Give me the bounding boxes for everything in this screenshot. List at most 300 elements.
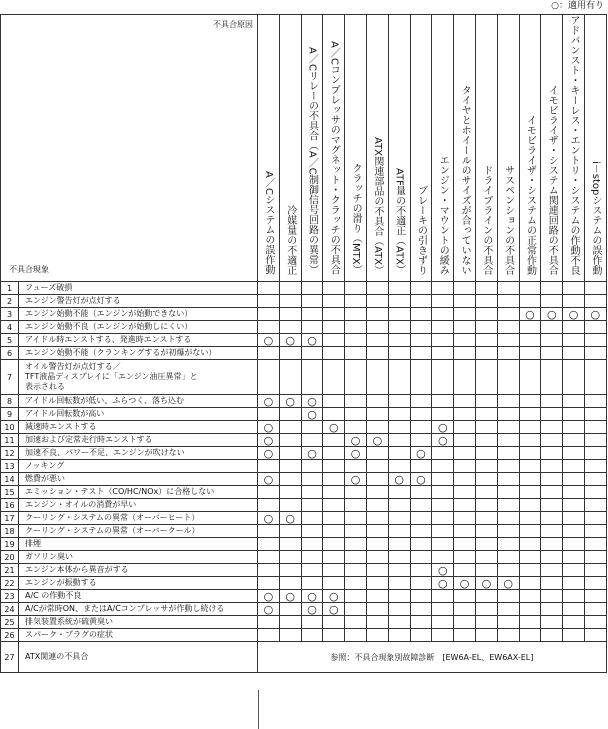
table-row <box>1 590 607 603</box>
mark-cell <box>432 408 454 421</box>
mark-cell <box>258 347 280 360</box>
mark-cell <box>258 629 280 642</box>
mark-cell <box>475 321 497 334</box>
row-number: 11 <box>1 434 19 447</box>
symptom-cell <box>19 590 258 603</box>
row-number: 25 <box>1 616 19 629</box>
row-number: 5 <box>1 334 19 347</box>
mark-cell <box>475 590 497 603</box>
row-number: 4 <box>1 321 19 334</box>
mark-cell <box>541 499 563 512</box>
table-row <box>1 616 607 629</box>
mark-cell <box>301 564 323 577</box>
mark-cell <box>279 460 301 473</box>
mark-cell <box>475 512 497 525</box>
mark-cell <box>519 551 541 564</box>
mark-cell <box>323 308 345 321</box>
mark-cell <box>584 486 606 499</box>
mark-cell <box>497 360 519 395</box>
mark-cell <box>323 577 345 590</box>
mark-cell <box>388 538 410 551</box>
mark-cell <box>497 512 519 525</box>
mark-cell <box>388 551 410 564</box>
mark-cell <box>345 564 367 577</box>
mark-cell <box>258 295 280 308</box>
mark-cell <box>366 408 388 421</box>
symptom-cell <box>19 616 258 629</box>
mark-cell <box>432 590 454 603</box>
mark-cell <box>301 360 323 395</box>
mark-cell <box>388 564 410 577</box>
mark-cell <box>432 512 454 525</box>
mark-cell <box>497 295 519 308</box>
symptom-text: 減速時エンストする <box>25 422 97 431</box>
mark-cell <box>323 408 345 421</box>
table-row <box>1 395 607 408</box>
cause-header <box>584 15 606 282</box>
mark-cell <box>301 295 323 308</box>
mark-cell <box>410 616 432 629</box>
mark-cell <box>584 603 606 616</box>
mark-cell <box>541 347 563 360</box>
mark-cell <box>432 321 454 334</box>
mark-cell <box>541 603 563 616</box>
mark-cell <box>541 629 563 642</box>
row-number: 16 <box>1 499 19 512</box>
mark-cell: ○ <box>584 308 606 321</box>
header-row <box>1 15 607 282</box>
mark-cell <box>366 334 388 347</box>
cause-header <box>432 15 454 282</box>
table-row <box>1 321 607 334</box>
mark-cell <box>345 360 367 395</box>
mark-cell <box>454 473 476 486</box>
cause-header <box>258 15 280 282</box>
cause-header-label: クラッチの滑り（MTX） <box>350 163 362 275</box>
mark-cell <box>519 447 541 460</box>
mark-cell <box>519 334 541 347</box>
mark-cell <box>475 308 497 321</box>
mark-cell: ○ <box>541 308 563 321</box>
legend: ○：適用有り <box>551 1 604 11</box>
symptom-cell <box>19 486 258 499</box>
mark-cell <box>563 577 585 590</box>
mark-cell <box>563 590 585 603</box>
mark-cell <box>475 473 497 486</box>
mark-cell <box>388 360 410 395</box>
mark-cell <box>432 295 454 308</box>
mark-cell <box>584 347 606 360</box>
mark-cell <box>279 447 301 460</box>
mark-cell <box>279 308 301 321</box>
table-corner <box>1 15 258 282</box>
mark-cell <box>584 525 606 538</box>
mark-cell: ○ <box>279 512 301 525</box>
mark-cell: ○ <box>323 590 345 603</box>
symptom-text: エンジン・オイルの消費が早い <box>25 500 137 509</box>
mark-cell <box>454 434 476 447</box>
mark-cell <box>432 460 454 473</box>
mark-cell: ○ <box>432 564 454 577</box>
mark-cell <box>388 434 410 447</box>
mark-cell <box>497 434 519 447</box>
mark-cell <box>410 538 432 551</box>
mark-cell <box>279 321 301 334</box>
mark-cell: ○ <box>258 603 280 616</box>
mark-cell: ○ <box>258 473 280 486</box>
mark-cell <box>454 395 476 408</box>
row-number: 10 <box>1 421 19 434</box>
mark-cell <box>454 499 476 512</box>
row-number: 23 <box>1 590 19 603</box>
mark-cell <box>279 295 301 308</box>
symptom-cell <box>19 512 258 525</box>
cause-header <box>345 15 367 282</box>
mark-cell <box>475 499 497 512</box>
table-row <box>1 642 607 673</box>
mark-cell <box>345 603 367 616</box>
cause-header <box>410 15 432 282</box>
table-row <box>1 473 607 486</box>
mark-cell <box>345 282 367 295</box>
mark-cell: ○ <box>301 447 323 460</box>
mark-cell <box>563 334 585 347</box>
row-number: 3 <box>1 308 19 321</box>
mark-cell <box>279 347 301 360</box>
mark-cell <box>410 421 432 434</box>
mark-cell <box>323 499 345 512</box>
cause-header-label: ドライブラインの不具合 <box>480 165 492 275</box>
mark-cell <box>497 408 519 421</box>
mark-cell <box>410 564 432 577</box>
symptom-cell <box>19 434 258 447</box>
diagnosis-table <box>0 14 607 673</box>
mark-cell <box>584 395 606 408</box>
cause-header-label: アドバンスト・キーレス・エントリ・システムの作動不良 <box>568 15 580 275</box>
mark-cell <box>432 447 454 460</box>
mark-cell <box>258 499 280 512</box>
mark-cell <box>497 629 519 642</box>
mark-cell <box>432 629 454 642</box>
mark-cell <box>366 603 388 616</box>
mark-cell <box>519 616 541 629</box>
mark-cell <box>563 629 585 642</box>
row-number: 13 <box>1 460 19 473</box>
mark-cell <box>301 525 323 538</box>
mark-cell: ○ <box>323 603 345 616</box>
table-row <box>1 538 607 551</box>
mark-cell <box>410 295 432 308</box>
mark-cell <box>345 629 367 642</box>
mark-cell <box>497 421 519 434</box>
mark-cell <box>584 473 606 486</box>
mark-cell <box>563 421 585 434</box>
symptom-cell <box>19 460 258 473</box>
mark-cell <box>454 486 476 499</box>
symptom-cell: ATX関連の不具合 <box>19 642 258 673</box>
row-number: 24 <box>1 603 19 616</box>
mark-cell <box>279 616 301 629</box>
mark-cell <box>366 308 388 321</box>
mark-cell <box>584 434 606 447</box>
mark-cell <box>541 525 563 538</box>
cause-header <box>519 15 541 282</box>
mark-cell <box>563 499 585 512</box>
mark-cell <box>323 616 345 629</box>
row-number: 15 <box>1 486 19 499</box>
mark-cell <box>475 525 497 538</box>
mark-cell: ○ <box>323 421 345 434</box>
divider-line <box>258 690 259 729</box>
mark-cell <box>519 460 541 473</box>
mark-cell <box>519 525 541 538</box>
mark-cell <box>301 473 323 486</box>
mark-cell: ○ <box>519 308 541 321</box>
mark-cell <box>366 629 388 642</box>
mark-cell <box>454 321 476 334</box>
mark-cell: ○ <box>497 577 519 590</box>
mark-cell: ○ <box>258 590 280 603</box>
mark-cell <box>541 486 563 499</box>
mark-cell <box>301 499 323 512</box>
mark-cell <box>366 525 388 538</box>
mark-cell <box>541 473 563 486</box>
mark-cell: ○ <box>258 512 280 525</box>
mark-cell <box>519 603 541 616</box>
mark-cell <box>279 499 301 512</box>
row-number: 12 <box>1 447 19 460</box>
symptom-cell <box>19 473 258 486</box>
mark-cell <box>475 564 497 577</box>
symptom-text: エンジン警告灯が点灯する <box>25 296 121 305</box>
mark-cell <box>258 308 280 321</box>
mark-cell <box>301 577 323 590</box>
mark-cell: ○ <box>258 334 280 347</box>
mark-cell <box>388 447 410 460</box>
mark-cell: ○ <box>258 421 280 434</box>
symptom-text: TFT液晶ディスプレイに「エンジン油圧異常」と <box>25 372 198 381</box>
symptom-cell <box>19 564 258 577</box>
table-row <box>1 434 607 447</box>
cause-header <box>323 15 345 282</box>
mark-cell <box>454 551 476 564</box>
mark-cell: ○ <box>279 590 301 603</box>
mark-cell <box>279 525 301 538</box>
mark-cell <box>584 616 606 629</box>
mark-cell <box>323 347 345 360</box>
table-row <box>1 282 607 295</box>
row-number: 21 <box>1 564 19 577</box>
mark-cell <box>454 334 476 347</box>
table-row <box>1 551 607 564</box>
mark-cell <box>345 577 367 590</box>
mark-cell <box>541 616 563 629</box>
mark-cell <box>584 551 606 564</box>
mark-cell <box>345 308 367 321</box>
cause-header-label: ATF量の不適正（ATX） <box>393 168 405 275</box>
mark-cell <box>388 295 410 308</box>
mark-cell <box>258 577 280 590</box>
mark-cell <box>541 460 563 473</box>
mark-cell <box>584 564 606 577</box>
mark-cell: ○ <box>563 308 585 321</box>
mark-cell <box>497 334 519 347</box>
table-row <box>1 347 607 360</box>
mark-cell: ○ <box>301 334 323 347</box>
mark-cell <box>388 629 410 642</box>
mark-cell <box>388 577 410 590</box>
mark-cell <box>563 473 585 486</box>
table-row <box>1 334 607 347</box>
row-number: 20 <box>1 551 19 564</box>
mark-cell <box>519 295 541 308</box>
mark-cell <box>388 616 410 629</box>
mark-cell <box>301 551 323 564</box>
cause-header-label: エンジン・マウントの緩み <box>437 155 449 275</box>
cause-header-label: サスペンションの不具合 <box>502 165 514 275</box>
mark-cell <box>475 551 497 564</box>
mark-cell <box>345 486 367 499</box>
symptom-text: エンジン始動不能（エンジンが始動できない） <box>25 309 193 318</box>
mark-cell <box>454 512 476 525</box>
mark-cell <box>345 512 367 525</box>
mark-cell <box>519 282 541 295</box>
mark-cell: ○ <box>388 473 410 486</box>
mark-cell <box>541 395 563 408</box>
mark-cell <box>454 603 476 616</box>
mark-cell <box>388 321 410 334</box>
mark-cell <box>432 486 454 499</box>
mark-cell <box>541 408 563 421</box>
cause-header-label: 冷媒量の不適正 <box>284 205 296 275</box>
row-number: 14 <box>1 473 19 486</box>
symptom-cell <box>19 577 258 590</box>
cause-header-label: イモビライザ・システム関連回路の不具合 <box>546 85 558 275</box>
mark-cell <box>323 295 345 308</box>
mark-cell: ○ <box>345 434 367 447</box>
mark-cell <box>323 512 345 525</box>
table-row <box>1 360 607 395</box>
mark-cell <box>432 334 454 347</box>
mark-cell <box>432 360 454 395</box>
mark-cell <box>366 538 388 551</box>
table-row <box>1 408 607 421</box>
mark-cell <box>432 616 454 629</box>
mark-cell <box>345 525 367 538</box>
mark-cell <box>388 347 410 360</box>
row-number: 18 <box>1 525 19 538</box>
mark-cell: ○ <box>258 434 280 447</box>
symptom-cell <box>19 408 258 421</box>
mark-cell <box>258 282 280 295</box>
cause-header <box>454 15 476 282</box>
mark-cell <box>301 460 323 473</box>
mark-cell: ○ <box>279 334 301 347</box>
mark-cell <box>301 434 323 447</box>
mark-cell <box>301 486 323 499</box>
mark-cell: ○ <box>258 447 280 460</box>
table-row <box>1 512 607 525</box>
mark-cell <box>410 308 432 321</box>
table-row <box>1 295 607 308</box>
mark-cell <box>454 282 476 295</box>
mark-cell <box>541 321 563 334</box>
table-row <box>1 629 607 642</box>
row-number: 7 <box>1 360 19 395</box>
mark-cell <box>584 408 606 421</box>
mark-cell: ○ <box>475 577 497 590</box>
mark-cell <box>475 434 497 447</box>
mark-cell <box>410 603 432 616</box>
mark-cell <box>279 538 301 551</box>
mark-cell <box>584 538 606 551</box>
table-row <box>1 564 607 577</box>
mark-cell <box>301 321 323 334</box>
mark-cell <box>475 616 497 629</box>
mark-cell <box>497 499 519 512</box>
cause-header <box>541 15 563 282</box>
mark-cell <box>563 447 585 460</box>
mark-cell <box>454 564 476 577</box>
mark-cell <box>258 564 280 577</box>
mark-cell <box>519 486 541 499</box>
mark-cell <box>475 334 497 347</box>
mark-cell <box>454 629 476 642</box>
mark-cell <box>410 577 432 590</box>
table-row <box>1 308 607 321</box>
mark-cell <box>541 434 563 447</box>
symptom-text: アイドル時エンストする、発進時エンストする <box>25 335 192 344</box>
mark-cell <box>279 551 301 564</box>
cause-header <box>301 15 323 282</box>
mark-cell <box>410 590 432 603</box>
mark-cell: ○ <box>432 421 454 434</box>
mark-cell <box>279 408 301 421</box>
mark-cell <box>258 460 280 473</box>
mark-cell <box>497 551 519 564</box>
mark-cell <box>279 421 301 434</box>
symptom-cell <box>19 499 258 512</box>
mark-cell: ○ <box>301 395 323 408</box>
mark-cell <box>584 321 606 334</box>
mark-cell <box>301 538 323 551</box>
row-number: 6 <box>1 347 19 360</box>
mark-cell <box>563 360 585 395</box>
mark-cell <box>388 499 410 512</box>
mark-cell <box>584 360 606 395</box>
mark-cell <box>432 525 454 538</box>
mark-cell <box>366 282 388 295</box>
mark-cell <box>388 408 410 421</box>
mark-cell <box>541 447 563 460</box>
mark-cell <box>584 334 606 347</box>
mark-cell <box>519 321 541 334</box>
mark-cell <box>497 308 519 321</box>
mark-cell <box>366 499 388 512</box>
mark-cell <box>519 434 541 447</box>
mark-cell <box>366 564 388 577</box>
mark-cell <box>563 434 585 447</box>
mark-cell <box>475 486 497 499</box>
symptom-cell <box>19 395 258 408</box>
table-row <box>1 499 607 512</box>
mark-cell <box>279 577 301 590</box>
mark-cell <box>366 473 388 486</box>
mark-cell <box>301 308 323 321</box>
mark-cell <box>432 551 454 564</box>
mark-cell <box>366 590 388 603</box>
mark-cell <box>410 395 432 408</box>
